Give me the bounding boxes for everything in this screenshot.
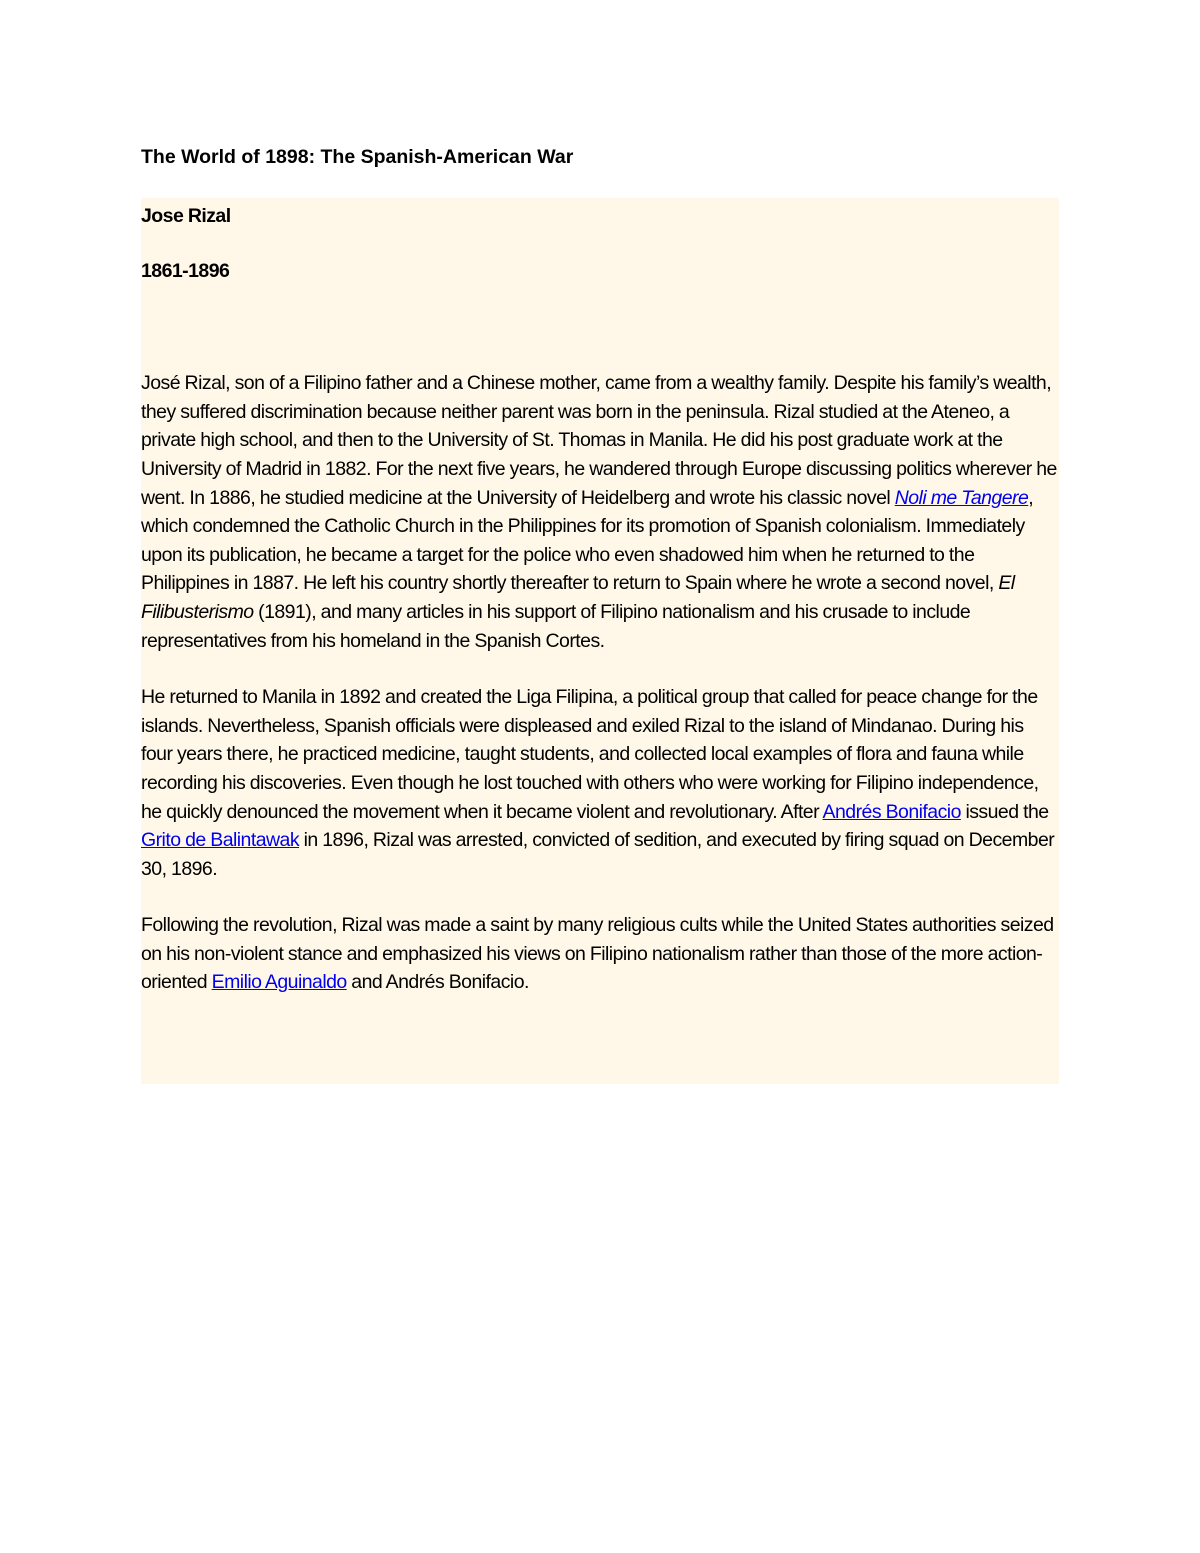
document-title: The World of 1898: The Spanish-American War <box>141 146 574 168</box>
paragraph-1-text-c: (1891), and many articles in his support of Filipino nationalism and his crusade to include representatives from his homeland in the Spanish Cortes. <box>141 600 971 652</box>
link-emilio-aguinaldo[interactable]: Emilio Aguinaldo <box>211 971 347 994</box>
paragraph-1-text-a: José Rizal, son of a Filipino father and a Chinese mother, came from a wealthy family. Despite his family’s wealth, they suffered discrimination because neither parent was born in the peninsula. Rizal studied at the Ateneo, a private high school, and then to the University of St. Thomas in Manila. He did his post graduate work at the University of Madrid in 1882. For the next five years, he wandered through Europe discussing politics wherever he went. In 1886, he studied medicine at the University of Heidelberg and wrote his classic novel <box>141 372 1057 509</box>
link-andres-bonifacio[interactable]: Andrés Bonifacio <box>822 800 961 823</box>
link-noli-me-tangere[interactable]: Noli me Tangere <box>894 486 1029 509</box>
paragraph-1-text-b: , which condemned the Catholic Church in the Philippines for its promotion of Spanish colonialism. Immediately upon its publication, he became a target for the police who even shadowed him when he returned to the Philippines in 1887. He left his country shortly thereafter to return to Spain where he wrote a second novel, <box>141 486 1034 595</box>
subject-years: 1861-1896 <box>141 259 230 282</box>
paragraph-3-text-b: and Andrés Bonifacio. <box>346 971 529 994</box>
novel-title-el-filibusterismo: El Filibusterismo <box>141 572 1015 623</box>
paragraph-3 <box>141 911 1059 997</box>
highlighted-content-block <box>141 198 1059 1084</box>
paragraph-1 <box>141 369 1059 655</box>
paragraph-2-text-c: in 1896, Rizal was arrested, convicted of sedition, and executed by firing squad on December 30, 1896. <box>141 829 1055 880</box>
link-grito-de-balintawak[interactable]: Grito de Balintawak <box>141 829 300 852</box>
paragraph-3-text-a: Following the revolution, Rizal was made a saint by many religious cults while the United States authorities seized on his non-violent stance and emphasized his views on Filipino nationalism rather than those of the more action-oriented <box>141 914 1054 994</box>
paragraph-2-text-a: He returned to Manila in 1892 and created the Liga Filipina, a political group that called for peace change for the islands. Nevertheless, Spanish officials were displeased and exiled Rizal to the island of Mindanao. During his four years there, he practiced medicine, taught students, and collected local examples of flora and fauna while recording his discoveries. Even though he lost touched with others who were working for Filipino independence, he quickly denounced the movement when it became violent and revolutionary. After <box>141 686 1039 823</box>
subject-name: Jose Rizal <box>141 205 231 227</box>
paragraph-2-text-b: issued the <box>960 800 1049 823</box>
paragraph-2 <box>141 683 1059 883</box>
